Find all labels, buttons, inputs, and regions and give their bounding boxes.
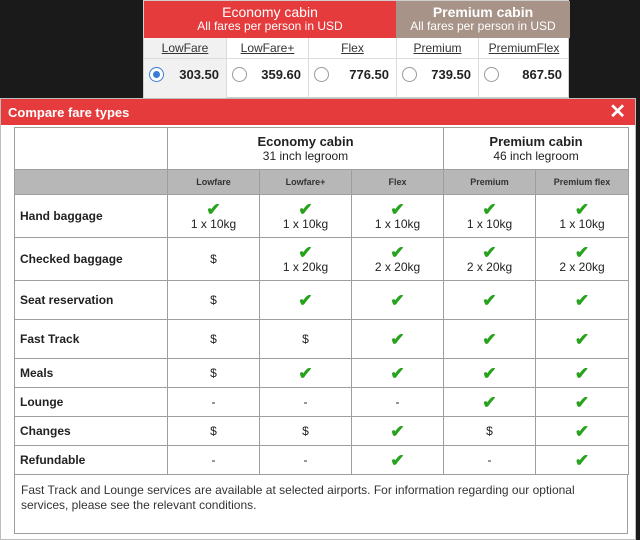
fare-option-lowfare[interactable] [144, 38, 226, 99]
fare-option-premiumflex[interactable] [478, 38, 569, 99]
feature-cell [352, 320, 444, 359]
check-icon: ✔ [574, 242, 590, 262]
check-icon: ✔ [574, 421, 590, 441]
divider [144, 58, 226, 59]
column-header: Premium [444, 170, 536, 195]
check-icon: ✔ [298, 290, 313, 310]
feature-cell: - [444, 446, 536, 475]
fare-radio[interactable] [484, 67, 499, 82]
feature-cell [536, 388, 629, 417]
fare-radio[interactable] [314, 67, 329, 82]
fare-rows [15, 195, 629, 475]
feature-cell [352, 417, 444, 446]
check-icon: ✔ [482, 242, 497, 262]
footer-note: Fast Track and Lounge services are available at selected airports. For information regarding our optional services, please see the relevant conditions. [14, 474, 628, 534]
table-row [15, 417, 629, 446]
fare-name-link[interactable]: Flex [341, 41, 364, 55]
premium-cabin-header [396, 1, 570, 38]
row-label: Refundable [15, 446, 168, 475]
check-icon: ✔ [574, 450, 590, 470]
premium-legroom: 46 inch legroom [493, 149, 579, 163]
economy-cabin-header [144, 1, 396, 38]
divider [227, 58, 308, 59]
fare-option-flex[interactable] [308, 38, 396, 99]
table-row [15, 359, 629, 388]
feature-cell: - [168, 446, 260, 475]
row-label: Changes [15, 417, 168, 446]
feature-cell [352, 238, 444, 281]
row-label: Hand baggage [15, 195, 168, 238]
economy-cabin-name: Economy cabin [257, 134, 354, 149]
check-icon: ✔ [298, 199, 313, 219]
check-icon: ✔ [482, 363, 497, 383]
table-row [15, 195, 629, 238]
check-icon: ✔ [390, 242, 405, 262]
feature-cell: $ [168, 281, 260, 320]
check-icon: ✔ [574, 199, 590, 219]
premium-cabin-cell [444, 128, 629, 170]
check-icon: ✔ [390, 329, 405, 349]
economy-cabin-subtitle: All fares per person in USD [197, 19, 343, 34]
fare-name-link[interactable]: Premium [413, 41, 462, 55]
allowance-text: 1 x 10kg [282, 216, 329, 231]
cabin-header-row [15, 128, 629, 170]
fare-radio[interactable] [402, 67, 417, 82]
table-row [15, 446, 629, 475]
allowance-text: 2 x 20kg [466, 259, 513, 274]
feature-cell: - [168, 388, 260, 417]
feature-cell [536, 359, 629, 388]
close-icon[interactable]: ✕ [609, 101, 626, 123]
check-icon: ✔ [390, 363, 405, 383]
fare-option-premium[interactable] [396, 38, 478, 99]
feature-cell: - [260, 388, 352, 417]
feature-cell: $ [168, 320, 260, 359]
fare-comparison-table [14, 127, 629, 475]
table-row [15, 320, 629, 359]
premium-cabin-name: Premium cabin [489, 134, 583, 149]
column-header: Lowfare [168, 170, 260, 195]
empty-subheader-cell [15, 170, 168, 195]
feature-cell [352, 446, 444, 475]
economy-cabin-title: Economy cabin [222, 4, 318, 20]
table-row [15, 238, 629, 281]
check-icon: ✔ [482, 329, 497, 349]
feature-cell: $ [168, 417, 260, 446]
feature-cell [536, 238, 629, 281]
divider [397, 58, 478, 59]
fare-radio[interactable] [232, 67, 247, 82]
feature-cell: $ [444, 417, 536, 446]
allowance-text: 1 x 20kg [282, 259, 329, 274]
allowance-text: 1 x 10kg [374, 216, 421, 231]
feature-cell [352, 281, 444, 320]
allowance-text: 1 x 10kg [559, 216, 605, 231]
feature-cell: $ [260, 320, 352, 359]
check-icon: ✔ [206, 199, 221, 219]
check-icon: ✔ [390, 450, 405, 470]
feature-cell [260, 195, 352, 238]
fare-type-header-row [15, 170, 629, 195]
feature-cell: $ [260, 417, 352, 446]
check-icon: ✔ [298, 242, 313, 262]
row-label: Checked baggage [15, 238, 168, 281]
fare-price: 867.50 [522, 67, 562, 82]
economy-cabin-cell [168, 128, 444, 170]
fare-price: 303.50 [179, 67, 219, 82]
row-label: Fast Track [15, 320, 168, 359]
column-header: Lowfare+ [260, 170, 352, 195]
column-header: Premium flex [536, 170, 629, 195]
feature-cell [536, 281, 629, 320]
fare-price: 776.50 [349, 67, 389, 82]
fare-price: 739.50 [431, 67, 471, 82]
feature-cell [444, 238, 536, 281]
allowance-text: 1 x 10kg [190, 216, 237, 231]
modal-title: Compare fare types [8, 105, 130, 120]
feature-cell: $ [168, 359, 260, 388]
table-row [15, 388, 629, 417]
check-icon: ✔ [298, 363, 313, 383]
compare-fare-types-modal [0, 98, 636, 540]
fare-selector [143, 0, 569, 98]
fare-name-link[interactable]: PremiumFlex [488, 41, 560, 55]
check-icon: ✔ [574, 392, 590, 412]
modal-header [1, 99, 635, 125]
feature-cell: - [352, 388, 444, 417]
empty-corner-cell [15, 128, 168, 170]
feature-cell [444, 359, 536, 388]
feature-cell [536, 195, 629, 238]
check-icon: ✔ [482, 199, 497, 219]
feature-cell: $ [168, 238, 260, 281]
divider [309, 58, 396, 59]
feature-cell [536, 417, 629, 446]
check-icon: ✔ [390, 421, 405, 441]
feature-cell [536, 446, 629, 475]
check-icon: ✔ [574, 329, 590, 349]
check-icon: ✔ [574, 290, 590, 310]
feature-cell [260, 359, 352, 388]
row-label: Lounge [15, 388, 168, 417]
allowance-text: 2 x 20kg [559, 259, 605, 274]
check-icon: ✔ [574, 363, 590, 383]
fare-name-link[interactable]: LowFare [161, 41, 209, 55]
feature-cell [260, 281, 352, 320]
row-label: Meals [15, 359, 168, 388]
feature-cell [444, 320, 536, 359]
divider [479, 58, 569, 59]
feature-cell [536, 320, 629, 359]
feature-cell [444, 281, 536, 320]
feature-cell [260, 238, 352, 281]
feature-cell [444, 195, 536, 238]
feature-cell [352, 359, 444, 388]
fare-option-lowfare-plus[interactable] [226, 38, 308, 99]
premium-cabin-title: Premium cabin [432, 4, 534, 20]
fare-price: 359.60 [261, 67, 301, 82]
check-icon: ✔ [482, 392, 497, 412]
row-label: Seat reservation [15, 281, 168, 320]
table-row [15, 281, 629, 320]
feature-cell [352, 195, 444, 238]
column-header: Flex [352, 170, 444, 195]
fare-name-link[interactable]: LowFare+ [240, 41, 295, 55]
allowance-text: 2 x 20kg [374, 259, 421, 274]
feature-cell: - [260, 446, 352, 475]
premium-cabin-subtitle: All fares per person in USD [410, 19, 556, 34]
feature-cell [444, 388, 536, 417]
feature-cell [168, 195, 260, 238]
check-icon: ✔ [390, 290, 405, 310]
allowance-text: 1 x 10kg [466, 216, 513, 231]
check-icon: ✔ [482, 290, 497, 310]
fare-radio[interactable] [149, 67, 164, 82]
check-icon: ✔ [390, 199, 405, 219]
economy-legroom: 31 inch legroom [262, 149, 349, 163]
